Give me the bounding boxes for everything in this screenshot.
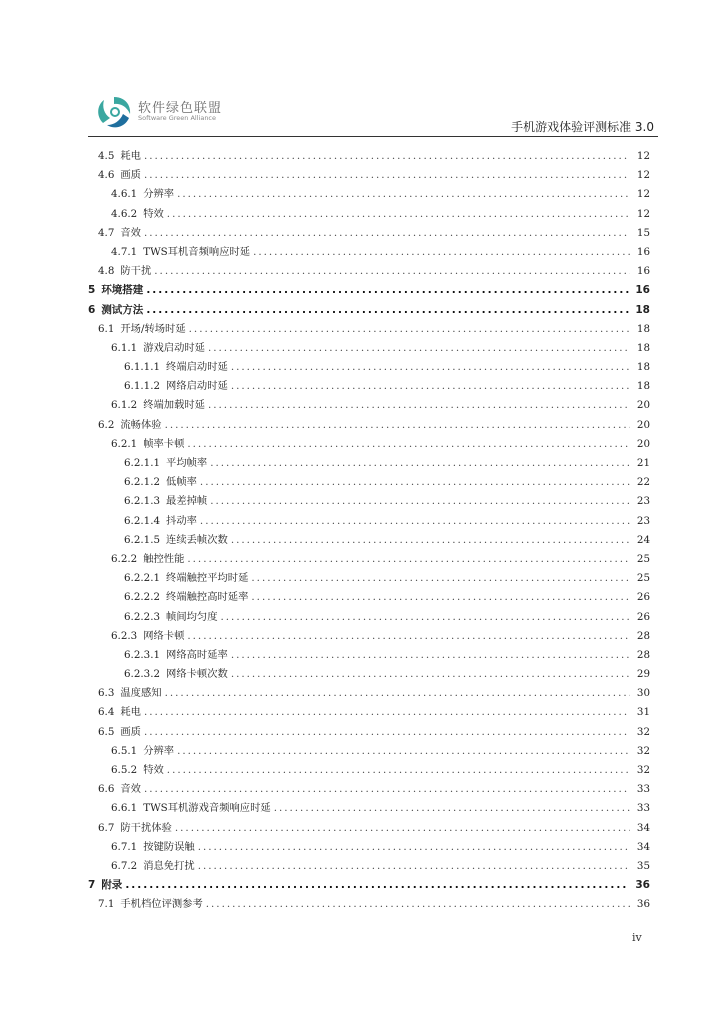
toc-entry-title: 终端加载时延 xyxy=(143,399,205,412)
toc-entry[interactable] xyxy=(88,454,650,473)
toc-dot-leader xyxy=(198,838,630,857)
toc-entry-title: 画质 xyxy=(120,169,141,182)
document-title: 手机游戏体验评测标准 3.0 xyxy=(511,120,654,134)
toc-entry[interactable] xyxy=(88,224,650,243)
toc-entry-title: 开场/转场时延 xyxy=(120,322,186,335)
toc-entry-page: 22 xyxy=(636,476,650,489)
toc-entry-title: 抖动率 xyxy=(166,514,197,527)
toc-dot-leader xyxy=(251,569,630,588)
brand-name-cn: 软件绿色联盟 xyxy=(138,101,223,116)
header-rule xyxy=(88,136,658,137)
toc-entry-page: 16 xyxy=(636,245,650,258)
toc-entry-number: 6.5.2 xyxy=(111,764,138,776)
toc-entry-page: 18 xyxy=(636,341,650,354)
toc-dot-leader xyxy=(144,147,630,166)
toc-entry[interactable] xyxy=(88,473,650,492)
toc-entry-number: 4.6.1 xyxy=(111,188,138,201)
toc-dot-leader xyxy=(125,876,629,895)
toc-dot-leader xyxy=(210,454,630,473)
toc-entry-page: 23 xyxy=(636,514,650,527)
toc-entry[interactable] xyxy=(88,185,650,204)
toc-dot-leader xyxy=(187,627,630,646)
toc-entry-number: 6.2.1.3 xyxy=(124,495,161,508)
toc-entry-number: 6.2.1 xyxy=(111,437,138,450)
toc-entry-number: 4.8 xyxy=(98,265,115,278)
toc-entry-number: 6.5.1 xyxy=(111,744,138,757)
toc-entry-title: 网络卡顿 xyxy=(143,629,185,642)
toc-entry-page: 23 xyxy=(636,495,650,508)
toc-entry-page: 33 xyxy=(636,802,650,815)
toc-entry[interactable] xyxy=(88,301,650,320)
toc-entry[interactable] xyxy=(88,761,650,780)
toc-entry-page: 21 xyxy=(636,457,650,469)
toc-dot-leader xyxy=(274,799,630,818)
toc-entry-page: 28 xyxy=(636,629,650,642)
toc-entry-number: 6.1 xyxy=(98,322,115,335)
toc-entry-page: 18 xyxy=(636,380,650,393)
toc-entry-page: 12 xyxy=(636,207,650,220)
toc-entry-title: 消息免打扰 xyxy=(143,859,195,872)
toc-entry-title: 音效 xyxy=(120,783,141,796)
toc-entry-number: 6.3 xyxy=(98,687,115,700)
toc-dot-leader xyxy=(175,819,630,838)
toc-entry-number: 6.1.1 xyxy=(111,341,138,354)
toc-entry-title: 低帧率 xyxy=(166,476,197,489)
toc-entry-number: 4.7.1 xyxy=(111,245,138,258)
toc-entry-title: 分辨率 xyxy=(143,744,175,757)
toc-entry-number: 4.5 xyxy=(98,150,115,162)
toc-entry-page: 18 xyxy=(635,303,650,316)
toc-entry[interactable] xyxy=(88,358,650,377)
toc-entry-title: 画质 xyxy=(120,725,141,738)
toc-entry-page: 18 xyxy=(636,361,650,374)
toc-entry-page: 30 xyxy=(636,687,650,700)
toc-entry-title: 帧率卡顿 xyxy=(143,437,185,450)
toc-entry-title: 耗电 xyxy=(120,150,141,162)
toc-entry-number: 4.6 xyxy=(98,169,115,182)
toc-entry-title: 终端启动时延 xyxy=(166,361,228,374)
toc-entry[interactable] xyxy=(88,569,650,588)
toc-entry-title: 附录 xyxy=(101,879,123,892)
toc-entry-page: 28 xyxy=(636,648,650,661)
toc-entry-number: 6.2.2.1 xyxy=(124,572,161,585)
toc-entry-number: 5 xyxy=(88,284,96,297)
toc-dot-leader xyxy=(251,588,630,607)
toc-entry[interactable] xyxy=(88,281,650,300)
toc-entry[interactable] xyxy=(88,205,650,224)
toc-entry-page: 20 xyxy=(636,437,650,450)
toc-entry-page: 26 xyxy=(636,610,650,623)
toc-entry-title: 防干扰 xyxy=(120,265,152,278)
toc-entry-page: 12 xyxy=(636,150,650,162)
toc-entry[interactable] xyxy=(88,742,650,761)
toc-entry-page: 29 xyxy=(636,668,650,681)
toc-entry-number: 6.2.1.5 xyxy=(124,533,161,546)
toc-dot-leader xyxy=(253,243,630,262)
toc-dot-leader xyxy=(144,703,630,722)
alliance-logo-icon xyxy=(94,94,134,130)
toc-entry-title: 终端触控高时延率 xyxy=(166,591,249,604)
toc-entry-page: 20 xyxy=(636,418,650,431)
toc-entry[interactable] xyxy=(88,531,650,550)
toc-entry[interactable] xyxy=(88,684,650,703)
toc-dot-leader xyxy=(189,320,630,339)
toc-entry-page: 15 xyxy=(636,226,650,239)
toc-entry-number: 6.6.1 xyxy=(111,802,138,815)
toc-entry-page: 26 xyxy=(636,591,650,604)
toc-entry[interactable] xyxy=(88,396,650,415)
toc-entry-title: 耗电 xyxy=(120,706,141,719)
toc-entry-page: 18 xyxy=(636,322,650,335)
toc-dot-leader xyxy=(187,435,630,454)
toc-dot-leader xyxy=(177,185,630,204)
toc-dot-leader xyxy=(144,723,630,742)
toc-entry[interactable] xyxy=(88,339,650,358)
toc-entry-title: 按键防误触 xyxy=(143,840,195,853)
toc-entry-page: 12 xyxy=(636,169,650,182)
toc-entry[interactable] xyxy=(88,838,650,857)
toc-entry-title: 终端触控平均时延 xyxy=(166,572,249,585)
toc-entry-page: 36 xyxy=(635,879,650,892)
toc-entry[interactable] xyxy=(88,646,650,665)
toc-entry-title: 环境搭建 xyxy=(101,284,144,297)
toc-entry-page: 16 xyxy=(635,284,650,297)
toc-entry[interactable] xyxy=(88,588,650,607)
toc-entry-title: 音效 xyxy=(120,226,141,239)
toc-entry-number: 6.2.3.1 xyxy=(124,648,161,661)
toc-dot-leader xyxy=(210,492,630,511)
toc-dot-leader xyxy=(144,224,630,243)
toc-entry[interactable] xyxy=(88,147,650,166)
toc-entry-number: 6.1.1.2 xyxy=(124,380,161,393)
toc-entry-number: 6.4 xyxy=(98,706,115,719)
toc-entry[interactable] xyxy=(88,320,650,339)
toc-entry[interactable] xyxy=(88,492,650,511)
toc-entry-title: 平均帧率 xyxy=(166,457,208,469)
toc-entry[interactable] xyxy=(88,627,650,646)
toc-entry-title: 分辨率 xyxy=(143,188,175,201)
toc-entry-number: 6.2.2 xyxy=(111,552,138,565)
toc-dot-leader xyxy=(165,416,630,435)
toc-dot-leader xyxy=(208,339,630,358)
toc-entry-number: 6.2.3 xyxy=(111,629,138,642)
toc-entry-number: 6.7.2 xyxy=(111,859,138,872)
toc-entry-page: 34 xyxy=(636,840,650,853)
toc-dot-leader xyxy=(200,473,630,492)
toc-entry-title: 防干扰体验 xyxy=(120,821,172,834)
toc-entry-number: 6.2.1.4 xyxy=(124,514,161,527)
toc-entry[interactable] xyxy=(88,876,650,895)
toc-entry-title: 特效 xyxy=(143,764,164,776)
toc-entry[interactable] xyxy=(88,857,650,876)
toc-entry[interactable] xyxy=(88,608,650,627)
toc-entry-number: 6.2 xyxy=(98,418,115,431)
toc-entry-number: 6.2.3.2 xyxy=(124,668,161,681)
toc-entry-number: 6.6 xyxy=(98,783,115,796)
toc-dot-leader xyxy=(198,857,630,876)
toc-entry-number: 7 xyxy=(88,879,96,892)
toc-entry[interactable] xyxy=(88,377,650,396)
toc-entry-title: 帧间均匀度 xyxy=(166,610,218,623)
toc-dot-leader xyxy=(221,608,630,627)
toc-entry-title: 触控性能 xyxy=(143,552,185,565)
toc-entry-title: 最差掉帧 xyxy=(166,495,208,508)
page-number: iv xyxy=(632,931,642,944)
toc-entry-page: 36 xyxy=(636,898,650,911)
toc-dot-leader xyxy=(167,205,630,224)
toc-entry-number: 6.2.1.1 xyxy=(124,457,161,469)
toc-entry-number: 6.2.2.3 xyxy=(124,610,161,623)
toc-entry-number: 7.1 xyxy=(98,898,115,911)
toc-entry-title: 网络高时延率 xyxy=(166,648,228,661)
toc-entry-number: 6.1.2 xyxy=(111,399,138,412)
toc-dot-leader xyxy=(167,761,630,780)
toc-entry[interactable] xyxy=(88,166,650,185)
table-of-contents xyxy=(88,147,650,915)
brand-name-en: Software Green Alliance xyxy=(138,114,217,122)
toc-entry-page: 32 xyxy=(636,764,650,776)
toc-dot-leader xyxy=(231,531,630,550)
toc-dot-leader xyxy=(177,742,630,761)
toc-entry-number: 6.2.1.2 xyxy=(124,476,161,489)
toc-dot-leader xyxy=(231,377,630,396)
toc-dot-leader xyxy=(231,358,630,377)
toc-entry[interactable] xyxy=(88,243,650,262)
toc-entry[interactable] xyxy=(88,512,650,531)
toc-entry[interactable] xyxy=(88,262,650,281)
toc-entry-title: TWS耳机音频响应时延 xyxy=(143,245,251,258)
toc-entry-title: TWS耳机游戏音频响应时延 xyxy=(143,802,271,815)
toc-entry-number: 6.2.2.2 xyxy=(124,591,161,604)
toc-entry-number: 6.7 xyxy=(98,821,115,834)
toc-entry-page: 35 xyxy=(636,859,650,872)
toc-dot-leader xyxy=(146,281,629,300)
toc-entry[interactable] xyxy=(88,703,650,722)
toc-entry-number: 6.1.1.1 xyxy=(124,361,161,374)
toc-entry[interactable] xyxy=(88,435,650,454)
toc-dot-leader xyxy=(187,550,630,569)
toc-entry-title: 温度感知 xyxy=(120,687,162,700)
toc-entry-title: 网络卡顿次数 xyxy=(166,668,228,681)
toc-entry-number: 6.7.1 xyxy=(111,840,138,853)
toc-dot-leader xyxy=(165,684,630,703)
toc-dot-leader xyxy=(208,396,630,415)
toc-entry-page: 32 xyxy=(636,725,650,738)
toc-entry-page: 16 xyxy=(636,265,650,278)
toc-entry-title: 网络启动时延 xyxy=(166,380,228,393)
toc-entry-title: 连续丢帧次数 xyxy=(166,533,228,546)
toc-entry-page: 25 xyxy=(636,572,650,585)
toc-entry[interactable] xyxy=(88,895,650,914)
toc-entry-page: 12 xyxy=(636,188,650,201)
toc-entry-page: 24 xyxy=(636,533,650,546)
toc-entry-page: 20 xyxy=(636,399,650,412)
toc-dot-leader xyxy=(231,646,630,665)
toc-entry-page: 34 xyxy=(636,821,650,834)
toc-entry[interactable] xyxy=(88,780,650,799)
toc-entry[interactable] xyxy=(88,819,650,838)
toc-entry-page: 25 xyxy=(636,552,650,565)
toc-entry-number: 4.7 xyxy=(98,226,115,239)
toc-entry[interactable] xyxy=(88,799,650,818)
toc-entry-page: 32 xyxy=(636,744,650,757)
toc-dot-leader xyxy=(146,301,629,320)
toc-entry-number: 4.6.2 xyxy=(111,207,138,220)
toc-entry-title: 游戏启动时延 xyxy=(143,341,205,354)
toc-entry[interactable] xyxy=(88,416,650,435)
toc-entry-title: 手机档位评测参考 xyxy=(120,898,203,911)
toc-entry-title: 流畅体验 xyxy=(120,418,162,431)
toc-entry-page: 33 xyxy=(636,783,650,796)
toc-dot-leader xyxy=(206,895,630,914)
toc-entry-number: 6.5 xyxy=(98,725,115,738)
page-header xyxy=(88,92,658,134)
toc-entry-number: 6 xyxy=(88,303,96,316)
toc-entry-page: 31 xyxy=(636,706,650,719)
toc-dot-leader xyxy=(144,166,630,185)
toc-entry[interactable] xyxy=(88,723,650,742)
toc-dot-leader xyxy=(200,512,630,531)
toc-dot-leader xyxy=(154,262,630,281)
toc-entry[interactable] xyxy=(88,665,650,684)
toc-entry[interactable] xyxy=(88,550,650,569)
toc-entry-title: 特效 xyxy=(143,207,164,220)
toc-dot-leader xyxy=(144,780,630,799)
toc-entry-title: 测试方法 xyxy=(101,303,144,316)
toc-dot-leader xyxy=(231,665,630,684)
